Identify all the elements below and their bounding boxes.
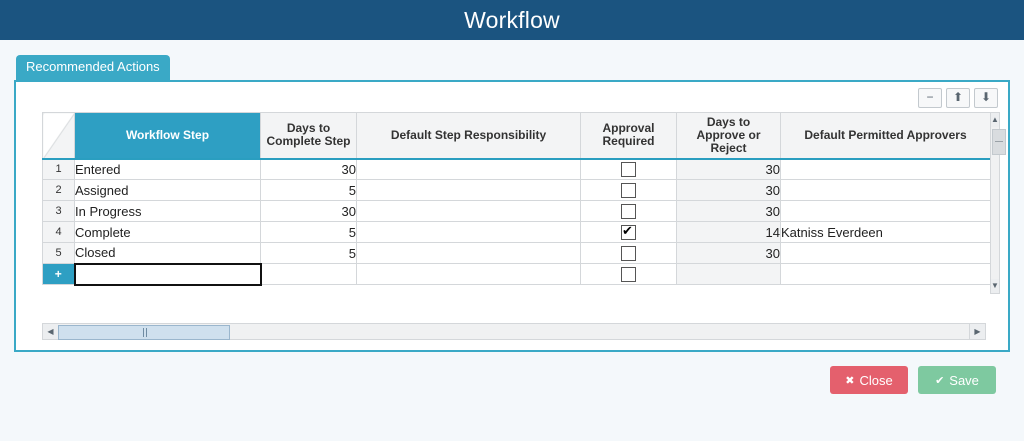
- new-row-days-to-complete[interactable]: [261, 264, 357, 285]
- horizontal-scroll-track[interactable]: [58, 324, 969, 339]
- row-number: 1: [43, 159, 75, 180]
- cell-permitted-approvers[interactable]: Katniss Everdeen: [781, 222, 991, 243]
- approval-required-checkbox[interactable]: [621, 183, 636, 198]
- cell-days-to-approve[interactable]: 14: [677, 222, 781, 243]
- workflow-grid-region: [42, 112, 999, 320]
- save-button[interactable]: [918, 366, 996, 394]
- column-header-days-to-approve[interactable]: Days to Approve or Reject: [677, 113, 781, 159]
- page-title: Workflow: [464, 6, 560, 33]
- cell-approval-required[interactable]: [581, 159, 677, 180]
- grid-body: [43, 159, 991, 327]
- cell-workflow-step[interactable]: Complete: [75, 222, 261, 243]
- cell-approval-required[interactable]: [581, 201, 677, 222]
- cell-permitted-approvers[interactable]: [781, 243, 991, 264]
- row-number: 3: [43, 201, 75, 222]
- cell-days-to-approve[interactable]: 30: [677, 159, 781, 180]
- move-down-button[interactable]: ⬇: [974, 88, 998, 108]
- close-icon: ✖: [845, 374, 855, 387]
- cell-days-to-approve[interactable]: 30: [677, 180, 781, 201]
- save-button-label: Save: [949, 372, 979, 388]
- cell-approval-required[interactable]: [581, 222, 677, 243]
- new-row[interactable]: [43, 264, 991, 285]
- cell-default-step-responsibility[interactable]: [357, 222, 581, 243]
- table-row[interactable]: [43, 222, 991, 243]
- cell-workflow-step[interactable]: Closed: [75, 243, 261, 264]
- table-row[interactable]: [43, 180, 991, 201]
- column-header-days-to-complete[interactable]: Days to Complete Step: [261, 113, 357, 159]
- column-header-approval-required[interactable]: Approval Required: [581, 113, 677, 159]
- grid-filler-row: [43, 285, 991, 306]
- table-row[interactable]: [43, 201, 991, 222]
- window-title-bar: [0, 0, 1024, 40]
- scroll-down-arrow-icon[interactable]: ▼: [991, 279, 999, 293]
- tab-strip: [16, 54, 1010, 80]
- new-row-permitted-approvers[interactable]: [781, 264, 991, 285]
- collapse-button[interactable]: −: [918, 88, 942, 108]
- workflow-grid: [42, 112, 991, 327]
- approval-required-checkbox[interactable]: [621, 225, 636, 240]
- cell-workflow-step[interactable]: In Progress: [75, 201, 261, 222]
- scroll-right-arrow-icon[interactable]: ▶: [969, 324, 985, 339]
- workflow-panel: [14, 80, 1010, 352]
- scroll-left-arrow-icon[interactable]: ◀: [43, 324, 58, 339]
- approval-required-checkbox[interactable]: [621, 246, 636, 261]
- cell-default-step-responsibility[interactable]: [357, 201, 581, 222]
- row-number: 5: [43, 243, 75, 264]
- column-header-workflow-step[interactable]: Workflow Step: [75, 113, 261, 159]
- cell-workflow-step[interactable]: Entered: [75, 159, 261, 180]
- footer-actions: [14, 352, 1010, 394]
- tab-label: Recommended Actions: [26, 59, 160, 74]
- grid-corner-header[interactable]: [43, 113, 75, 159]
- cell-days-to-complete[interactable]: 30: [261, 159, 357, 180]
- new-row-days-to-approve[interactable]: [677, 264, 781, 285]
- column-header-default-step-responsibility[interactable]: Default Step Responsibility: [357, 113, 581, 159]
- new-row-approval-required[interactable]: [581, 264, 677, 285]
- table-row[interactable]: [43, 243, 991, 264]
- tab-recommended-actions[interactable]: [16, 55, 170, 80]
- cell-default-step-responsibility[interactable]: [357, 180, 581, 201]
- cell-days-to-approve[interactable]: 30: [677, 243, 781, 264]
- cell-days-to-approve[interactable]: 30: [677, 201, 781, 222]
- cell-days-to-complete[interactable]: 5: [261, 243, 357, 264]
- cell-permitted-approvers[interactable]: [781, 180, 991, 201]
- grid-horizontal-scrollbar[interactable]: [42, 323, 986, 340]
- horizontal-scroll-thumb[interactable]: [58, 325, 230, 340]
- cell-approval-required[interactable]: [581, 243, 677, 264]
- close-button[interactable]: [830, 366, 908, 394]
- scroll-up-arrow-icon[interactable]: ▲: [991, 113, 999, 127]
- cell-days-to-complete[interactable]: 5: [261, 180, 357, 201]
- table-row[interactable]: [43, 159, 991, 180]
- new-row-workflow-step-input[interactable]: [75, 264, 261, 285]
- cell-default-step-responsibility[interactable]: [357, 243, 581, 264]
- cell-days-to-complete[interactable]: 5: [261, 222, 357, 243]
- approval-required-checkbox[interactable]: [621, 204, 636, 219]
- vertical-scroll-thumb[interactable]: [992, 129, 1006, 155]
- row-number: 2: [43, 180, 75, 201]
- page-body: [0, 40, 1024, 394]
- column-header-default-permitted-approvers[interactable]: Default Permitted Approvers: [781, 113, 991, 159]
- new-row-default-step-responsibility[interactable]: [357, 264, 581, 285]
- cell-days-to-complete[interactable]: 30: [261, 201, 357, 222]
- panel-toolbar: [918, 88, 998, 108]
- approval-required-checkbox[interactable]: [621, 162, 636, 177]
- add-row-button[interactable]: +: [43, 264, 75, 285]
- grid-vertical-scrollbar[interactable]: [990, 112, 1000, 294]
- check-icon: ✔: [935, 374, 945, 387]
- cell-permitted-approvers[interactable]: [781, 201, 991, 222]
- cell-permitted-approvers[interactable]: [781, 159, 991, 180]
- move-up-button[interactable]: ⬆: [946, 88, 970, 108]
- grid-header: [43, 113, 991, 159]
- close-button-label: Close: [859, 372, 893, 388]
- cell-workflow-step[interactable]: Assigned: [75, 180, 261, 201]
- approval-required-checkbox[interactable]: [621, 267, 636, 282]
- grid-filler-cell: [43, 285, 991, 306]
- cell-approval-required[interactable]: [581, 180, 677, 201]
- cell-default-step-responsibility[interactable]: [357, 159, 581, 180]
- row-number: 4: [43, 222, 75, 243]
